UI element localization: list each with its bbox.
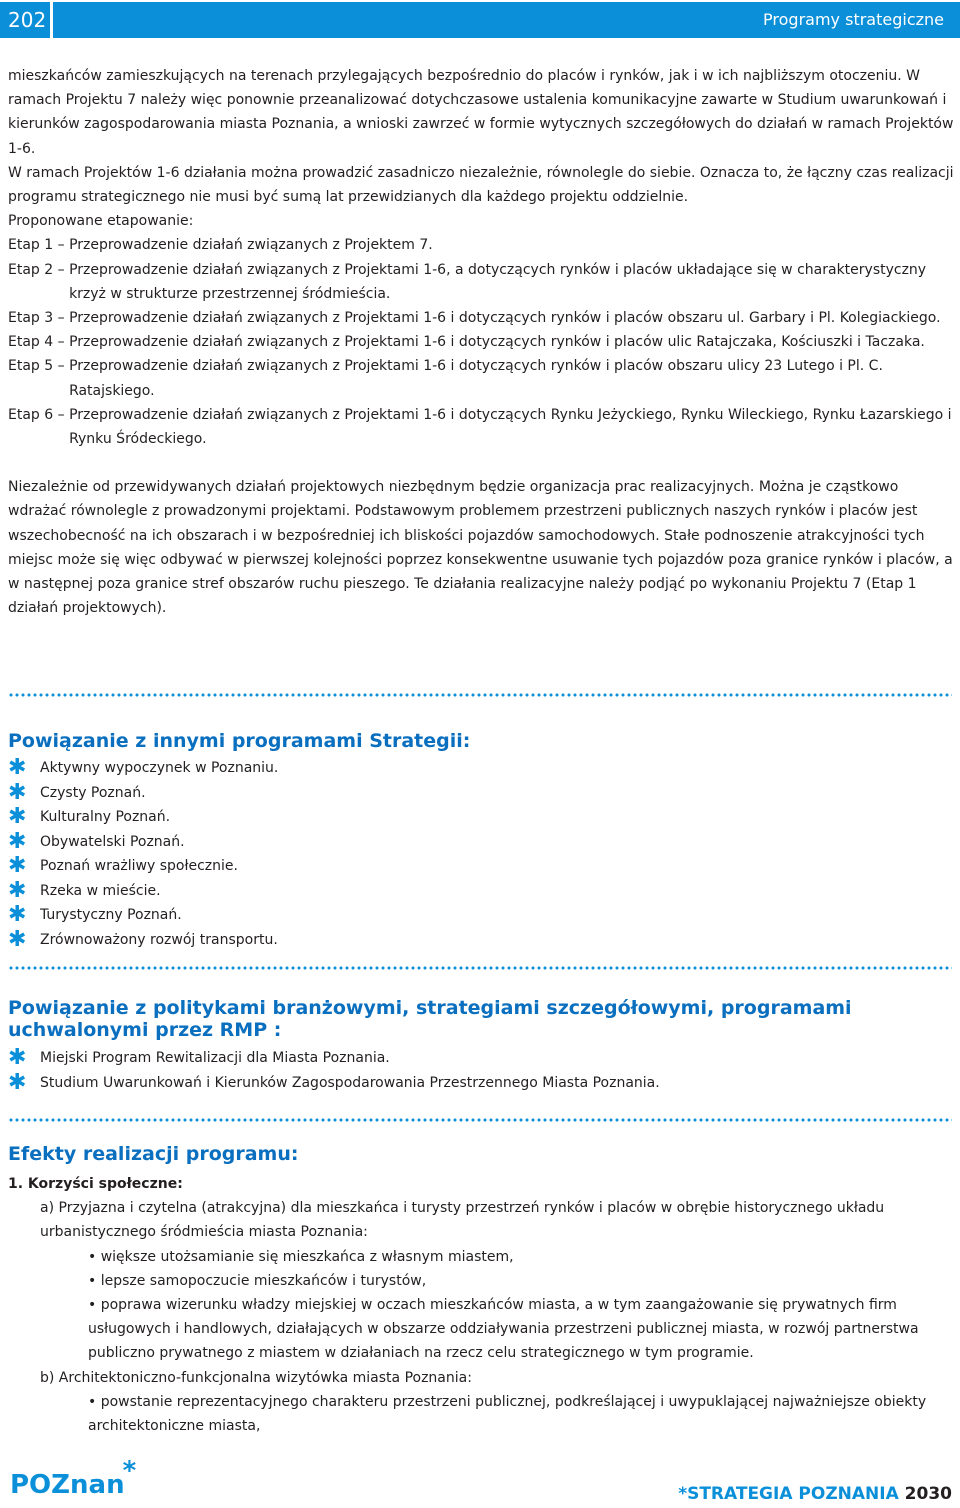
effects-a-item: • większe utożsamianie się mieszkańca z własnym miastem, xyxy=(88,1248,514,1265)
section2-list xyxy=(8,1046,948,1095)
page-number: 202 xyxy=(0,2,50,38)
asterisk-icon: ✱ xyxy=(8,755,27,781)
list-item: ✱ Zrównoważony rozwój transportu. xyxy=(8,926,278,952)
list-item: ✱ Aktywny wypoczynek w Poznaniu. xyxy=(8,755,279,781)
effects-b-item: • powstanie reprezentacyjnego charakteru przestrzeni publicznej, podkreślającej i uwypuklającej najważniejsze obiekty architektoniczne miasta, xyxy=(88,1393,927,1435)
etap-item: Etap 4 – Przeprowadzenie działań związanych z Projektami 1-6 i dotyczących rynków i placów ulic Ratajczaka, Kościuszki i Taczaka. xyxy=(8,334,925,351)
divider xyxy=(8,693,952,697)
list-item: ✱ Rzeka w mieście. xyxy=(8,877,161,903)
section3-title: Efekty realizacji programu: xyxy=(8,1143,299,1165)
asterisk-icon: ✱ xyxy=(8,1045,27,1071)
list-item: ✱ Turystyczny Poznań. xyxy=(8,902,182,928)
page-header xyxy=(0,0,960,38)
etap-item: Etap 1 – Przeprowadzenie działań związanych z Projektem 7. xyxy=(8,237,433,254)
asterisk-icon: ✱ xyxy=(8,804,27,830)
section1-list xyxy=(8,756,948,952)
list-item: ✱ Kulturalny Poznań. xyxy=(8,804,171,830)
asterisk-icon: ✱ xyxy=(8,1069,27,1095)
list-item: ✱ Poznań wrażliwy społecznie. xyxy=(8,853,238,879)
effects-sub1: 1. Korzyści społeczne: xyxy=(8,1176,183,1192)
intro-p3: Proponowane etapowanie: xyxy=(8,213,194,230)
section-title: Programy strategiczne xyxy=(53,2,960,38)
effects-a-item: • lepsze samopoczucie mieszkańców i turystów, xyxy=(88,1272,427,1289)
etap-item: Etap 5 – Przeprowadzenie działań związanych z Projektami 1-6 i dotyczących rynków i placów obszaru ulicy 23 Lutego i Pl. C. Ratajskiego. xyxy=(8,358,883,399)
effects-b: b) Architektoniczno-funkcjonalna wizytówka miasta Poznania: xyxy=(40,1369,472,1386)
asterisk-icon: ✱ xyxy=(8,828,27,854)
section2-title: Powiązanie z politykami branżowymi, strategiami szczegółowymi, programami uchwalonymi przez RMP : xyxy=(8,997,852,1041)
list-item: ✱ Studium Uwarunkowań i Kierunków Zagospodarowania Przestrzennego Miasta Poznania. xyxy=(8,1069,660,1095)
etap-list xyxy=(8,233,954,451)
section1-title: Powiązanie z innymi programami Strategii: xyxy=(8,730,471,752)
asterisk-icon: ✱ xyxy=(8,853,27,879)
intro-text xyxy=(8,64,954,620)
list-item: ✱ Czysty Poznań. xyxy=(8,779,146,805)
main-paragraph: Niezależnie od przewidywanych działań projektowych niezbędnym będzie organizacja prac realizacyjnych. Można je cząstkowo wdrażać równolegle z prowadzonymi projektami. Podstawowym problemem przestrzeni publicznych naszych rynków i placów jest wszechobecność na ich obszarach i w bezpośredniej ich bliskości pojazdów samochodowych. Stałe podnoszenie atrakcyjności tych miejsc może się więc odbywać w pierwszej kolejności poprzez konsekwentne usuwanie tych pojazdów poza granice rynków i placów, a w następnej poza granice stref obszarów ruchu pieszego. Te działania realizacyjne należy podjąć po wykonaniu Projektu 7 (Etap 1 działań projektowych). xyxy=(8,479,953,617)
divider xyxy=(8,1118,952,1122)
list-item: ✱ Miejski Program Rewitalizacji dla Miasta Poznania. xyxy=(8,1045,390,1071)
etap-item: Etap 6 – Przeprowadzenie działań związanych z Projektami 1-6 i dotyczących Rynku Jeżyckiego, Rynku Wileckiego, Rynku Łazarskiego i Rynku Śródeckiego. xyxy=(8,406,952,448)
strategy-logo: *STRATEGIA POZNANIA 2030 xyxy=(678,1484,952,1504)
asterisk-icon: ✱ xyxy=(8,902,27,928)
divider xyxy=(8,966,952,970)
asterisk-icon: ✱ xyxy=(8,877,27,903)
asterisk-icon: ✱ xyxy=(8,926,27,952)
etap-item: Etap 2 – Przeprowadzenie działań związanych z Projektami 1-6, a dotyczących rynków i placów układające się w charakterystyczny krzyż w strukturze przestrzennej śródmieścia. xyxy=(8,261,927,302)
effects-a-item: • poprawa wizerunku władzy miejskiej w oczach mieszkańców miasta, a w tym zaangażowanie się prywatnych firm usługowych i handlowych, działających w obszarze oddziaływania przestrzeni publicznej miasta, w rozwój partnerstwa publiczno prywatnego z miastem w działaniach na rzecz celu strategicznego w tym programie. xyxy=(88,1297,919,1362)
list-item: ✱ Obywatelski Poznań. xyxy=(8,828,185,854)
poznan-logo: POZnan* xyxy=(10,1456,137,1500)
etap-item: Etap 3 – Przeprowadzenie działań związanych z Projektami 1-6 i dotyczących rynków i placów obszaru ul. Garbary i Pl. Kolegiackiego. xyxy=(8,310,941,327)
intro-p2: W ramach Projektów 1-6 działania można prowadzić zasadniczo niezależnie, równolegle do siebie. Oznacza to, że łączny czas realizacji programu strategicznego nie musi być sumą lat przewidzianych dla każdego projektu oddzielnie. xyxy=(8,164,954,206)
intro-p1a: mieszkańców zamieszkujących na terenach przylegających bezpośrednio do placów i rynków, jak i w ich najbliższym otoczeniu. xyxy=(8,68,902,84)
effects-a: a) Przyjazna i czytelna (atrakcyjna) dla mieszkańca i turysty przestrzeń rynków i placów w obrębie historycznego układu urbanistycznego śródmieścia miasta Poznania: xyxy=(40,1200,885,1241)
effects-block xyxy=(8,1172,954,1438)
intro-p1b: W ramach Projektu 7 należy więc ponownie przeanalizować dotychczasowe ustalenia komunikacyjne zawarte w Studium uwarunkowań i kierunków zagospodarowania miasta Poznania, a wnioski zawrzeć w formie wytycznych szczegółowych do działań w ramach Projektów 1-6. xyxy=(8,68,954,157)
asterisk-icon: ✱ xyxy=(8,779,27,805)
